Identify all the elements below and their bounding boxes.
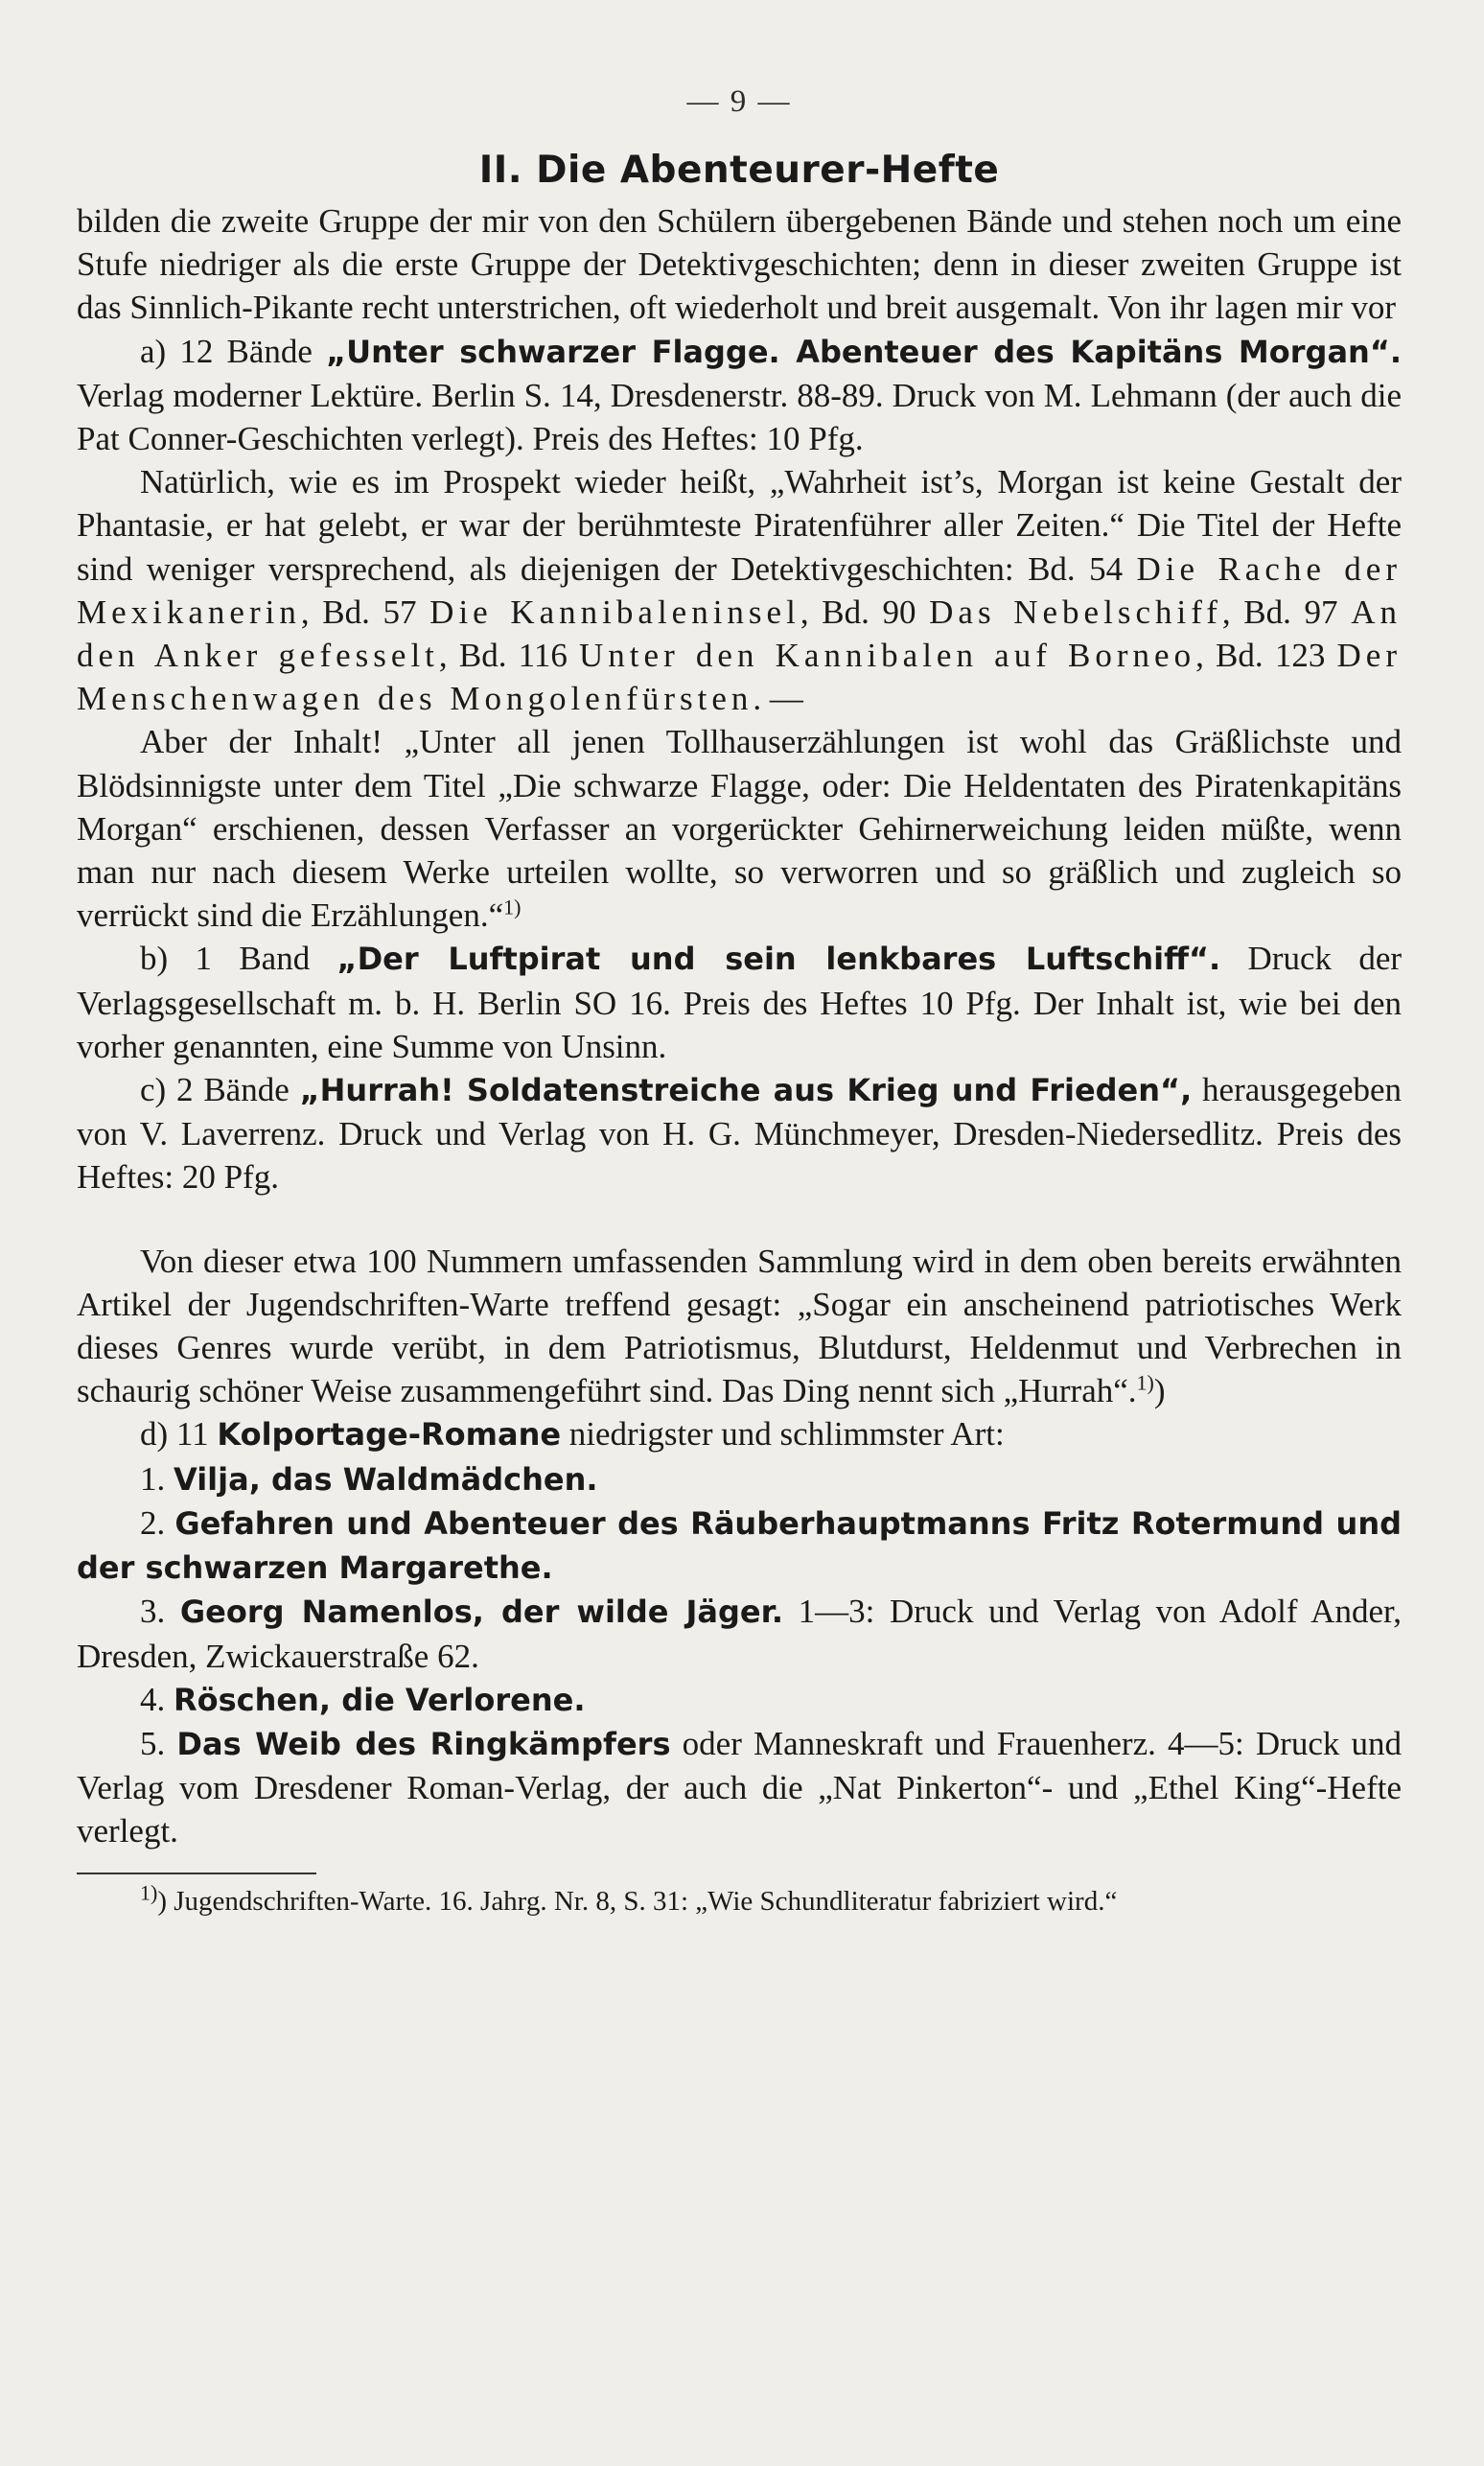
paragraph-item-b bbox=[77, 937, 1402, 1068]
item-d-details: niedrigster und schlimmster Art: bbox=[561, 1415, 1005, 1454]
bd-116-label: , Bd. 116 bbox=[438, 637, 580, 675]
title-bd-90: Das Nebelschiff bbox=[929, 593, 1222, 631]
paragraph-inhalt bbox=[77, 720, 1402, 937]
list-details: 1—3: Druck und Verlag von Adolf Ander, Dresden, Zwickauerstraße 62. bbox=[77, 1593, 1402, 1675]
list-item bbox=[77, 1501, 1402, 1590]
item-b-prefix: b) 1 Band bbox=[140, 940, 337, 978]
section-heading: II. Die Abenteurer-Hefte bbox=[478, 149, 1000, 192]
item-a-prefix: a) 12 Bände bbox=[140, 332, 327, 370]
item-d-prefix: d) 11 bbox=[140, 1415, 218, 1454]
item-b-title: „Der Luftpirat und sein lenkbares Luftschiff“. bbox=[336, 941, 1221, 978]
list-title: Vilja, das Waldmädchen. bbox=[174, 1460, 598, 1498]
title-bd-54: Die Rache der Mexikanerin bbox=[77, 549, 1402, 631]
bd-90-label: , Bd. 90 bbox=[800, 593, 930, 631]
list-title: Das Weib des Ringkämpfers bbox=[176, 1725, 671, 1762]
paragraph-natuerlich bbox=[77, 460, 1402, 720]
page-number: — 9 — bbox=[686, 84, 792, 119]
title-bd-97: An den Anker gefesselt bbox=[77, 593, 1403, 675]
title-bd-116: Unter den Kannibalen auf Borneo bbox=[579, 637, 1196, 675]
sammlung-text: Von dieser etwa 100 Nummern umfassenden Sammlung wird in dem oben bereits erwähnten Artikel der Jugendschriften-Warte treffend gesagt: „Sogar ein anscheinend patriotisches Werk dieses Genres wurde verübt, in dem Patriotismus, Blutdurst, Heldenmut und Verbrechen in schaurig schöner Weise zusammengeführt sind. Das Ding nennt sich „Hurrah“. bbox=[77, 1242, 1402, 1410]
natuerlich-text: Natürlich, wie es im Prospekt wieder heißt, „Wahrheit ist’s, Morgan ist keine Gestalt der Phantasie, er hat gelebt, er war der berühmteste Piratenführer aller Zeiten.“ Die Titel der Hefte sind weniger versprechend, als diejenigen der Detektivgeschichten: Bd. 54 bbox=[77, 463, 1402, 588]
bd-97-label: , Bd. 97 bbox=[1221, 593, 1352, 631]
list-item bbox=[77, 1590, 1402, 1677]
item-a-title: „Unter schwarzer Flagge. Abenteuer des Kapitäns Morgan“. bbox=[326, 333, 1403, 370]
footnote-ref-1b: 1) bbox=[1136, 1370, 1154, 1395]
list-title: Georg Namenlos, der wilde Jäger. bbox=[179, 1594, 783, 1631]
list-number: 4. bbox=[140, 1680, 174, 1718]
paragraph-item-c bbox=[77, 1068, 1402, 1199]
footnote-text: Jugendschriften-Warte. 16. Jahrg. Nr. 8, S. 31: „Wie Schundliteratur fabriziert wird.“ bbox=[167, 1885, 1118, 1917]
body-text bbox=[77, 199, 1402, 1853]
paragraph-sammlung: Von dieser etwa 100 Nummern umfassenden Sammlung wird in dem oben bereits erwähnten Artikel der Jugendschriften-Warte treffend gesagt: „Sogar ein anscheinend patriotisches Werk dieses Genres wurde verübt, in dem Patriotismus, Blutdurst, Heldenmut und Verbrechen in schaurig schöner Weise zusammengeführt sind. Das Ding nennt sich „Hurrah“.$^{1)}$) bbox=[77, 1242, 1402, 1410]
item-c-details: herausgegeben von V. Laverrenz. Druck und Verlag von H. G. Münchmeyer, Dresden-Niedersedlitz. Preis des Heftes: 20 Pfg. bbox=[77, 1071, 1403, 1197]
list-item bbox=[77, 1722, 1402, 1853]
item-b-details: Druck der Verlagsgesellschaft m. b. H. Berlin SO 16. Preis des Heftes 10 Pfg. Der Inhalt ist, wie bei den vorher genannten, eine Summe von Unsinn. bbox=[77, 940, 1403, 1065]
intro-text: bilden die zweite Gruppe der mir von den Schülern übergebenen Bände und stehen noch um eine Stufe niedriger als die erste Gruppe der Detektivgeschichten; denn in dieser zweiten Gruppe ist das Sinnlich-Pikante recht unterstrichen, oft wiederholt und breit ausgemalt. Von ihr lagen mir vor bbox=[77, 202, 1402, 327]
item-a-details: Verlag moderner Lektüre. Berlin S. 14, Dresdenerstr. 88-89. Druck von M. Lehmann (der auch die Pat Conner-Geschichten verlegt). Preis des Heftes: 10 Pfg. bbox=[77, 376, 1402, 458]
list-item bbox=[77, 1457, 1402, 1501]
paragraph-item-d bbox=[77, 1412, 1402, 1456]
title-bd-123: Der Menschenwagen des Mongolenfürsten bbox=[77, 637, 1402, 718]
natuerlich-end: . — bbox=[753, 680, 803, 718]
inhalt-text: Aber der Inhalt! „Unter all jenen Tollhauserzählungen ist wohl das Gräßlichste und Blödsinnigste unter dem Titel „Die schwarze Flagge, oder: Die Heldentaten des Piratenkapitäns Morgan“ erschienen, dessen Verfasser an vorgerückter Gehirnerweichung leiden müßte, wenn man nur nach diesem Werke urteilen wollte, so verworren und so gräßlich und zugleich so verrückt sind die Erzählungen.“ bbox=[77, 723, 1402, 935]
list-number: 3. bbox=[140, 1593, 180, 1631]
list-title: Röschen, die Verlorene. bbox=[174, 1681, 586, 1718]
list-item bbox=[77, 1678, 1402, 1722]
list-title: Gefahren und Abenteuer des Räuberhauptmanns Fritz Rotermund und der schwarzen Margarethe. bbox=[77, 1504, 1403, 1587]
footnote-ref-1: 1) bbox=[503, 895, 522, 919]
footnote: $^{1)}$) Jugendschriften-Warte. 16. Jahrg. Nr. 8, S. 31: „Wie Schundliteratur fabriziert wird.“ bbox=[140, 1879, 1118, 1917]
list-details: oder Manneskraft und Frauenherz. 4—5: Druck und Verlag vom Dresdener Roman-Verlag, der auch die „Nat Pinkerton“- und „Ethel King“-Hefte verlegt. bbox=[77, 1724, 1403, 1850]
list-number: 2. bbox=[140, 1503, 175, 1542]
paragraph-item-a bbox=[77, 330, 1402, 461]
paragraph-intro bbox=[77, 199, 1402, 330]
list-number: 1. bbox=[140, 1459, 174, 1498]
item-c-prefix: c) 2 Bände bbox=[140, 1071, 300, 1109]
bd-123-label: , Bd. 123 bbox=[1195, 637, 1337, 675]
title-bd-57: Die Kannibaleninsel bbox=[429, 593, 800, 631]
footnote-rule bbox=[77, 1873, 316, 1874]
bd-57-label: , Bd. 57 bbox=[300, 593, 430, 631]
item-c-title: „Hurrah! Soldatenstreiche aus Krieg und Frieden“, bbox=[299, 1072, 1193, 1109]
item-d-title: Kolportage-Romane bbox=[217, 1416, 562, 1454]
footnote-mark: 1) bbox=[140, 1879, 158, 1904]
list-number: 5. bbox=[140, 1724, 177, 1762]
